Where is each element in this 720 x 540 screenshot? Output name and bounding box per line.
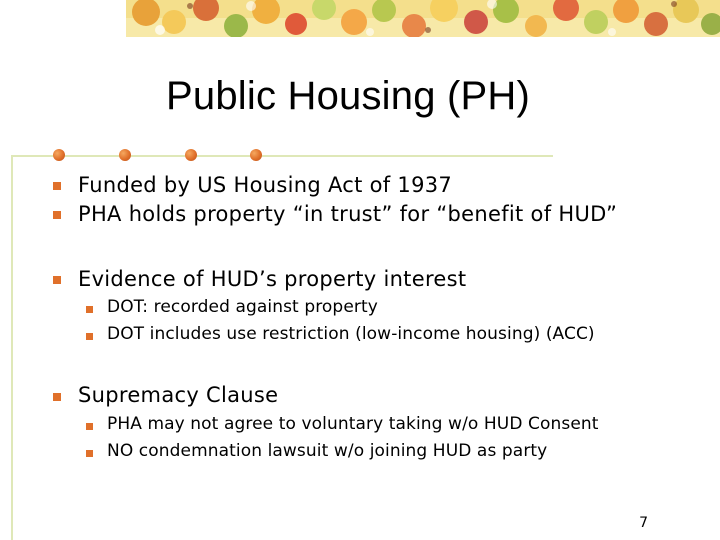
rule-dot bbox=[250, 149, 262, 161]
sub-bullet-marker bbox=[86, 333, 93, 340]
sub-bullet-marker bbox=[86, 450, 93, 457]
sub-bullet-text: PHA may not agree to voluntary taking w/o HUD Consent bbox=[107, 414, 599, 434]
bullet-text: PHA holds property “in trust” for “benefit of HUD” bbox=[78, 202, 618, 226]
bullet-text: Supremacy Clause bbox=[78, 383, 279, 407]
rule-dot bbox=[185, 149, 197, 161]
rule-dot bbox=[53, 149, 65, 161]
sub-bullet-text: DOT includes use restriction (low-income housing) (ACC) bbox=[107, 324, 595, 344]
sub-bullet-text: NO condemnation lawsuit w/o joining HUD as party bbox=[107, 441, 548, 461]
bullet-text: Funded by US Housing Act of 1937 bbox=[78, 173, 453, 197]
left-vertical-rule bbox=[11, 156, 13, 540]
page-number: 7 bbox=[639, 515, 648, 531]
bullet-marker bbox=[53, 211, 61, 219]
sub-bullet-marker bbox=[86, 423, 93, 430]
bullet-text: Evidence of HUD’s property interest bbox=[78, 267, 467, 291]
bullet-marker bbox=[53, 276, 61, 284]
sub-bullet-text: DOT: recorded against property bbox=[107, 297, 378, 317]
slide-title: Public Housing (PH) bbox=[166, 74, 530, 118]
title-underline-rule bbox=[11, 155, 553, 157]
bullet-marker bbox=[53, 182, 61, 190]
rule-dot bbox=[119, 149, 131, 161]
bullet-marker bbox=[53, 393, 61, 401]
floral-banner-image bbox=[126, 0, 720, 37]
sub-bullet-marker bbox=[86, 306, 93, 313]
